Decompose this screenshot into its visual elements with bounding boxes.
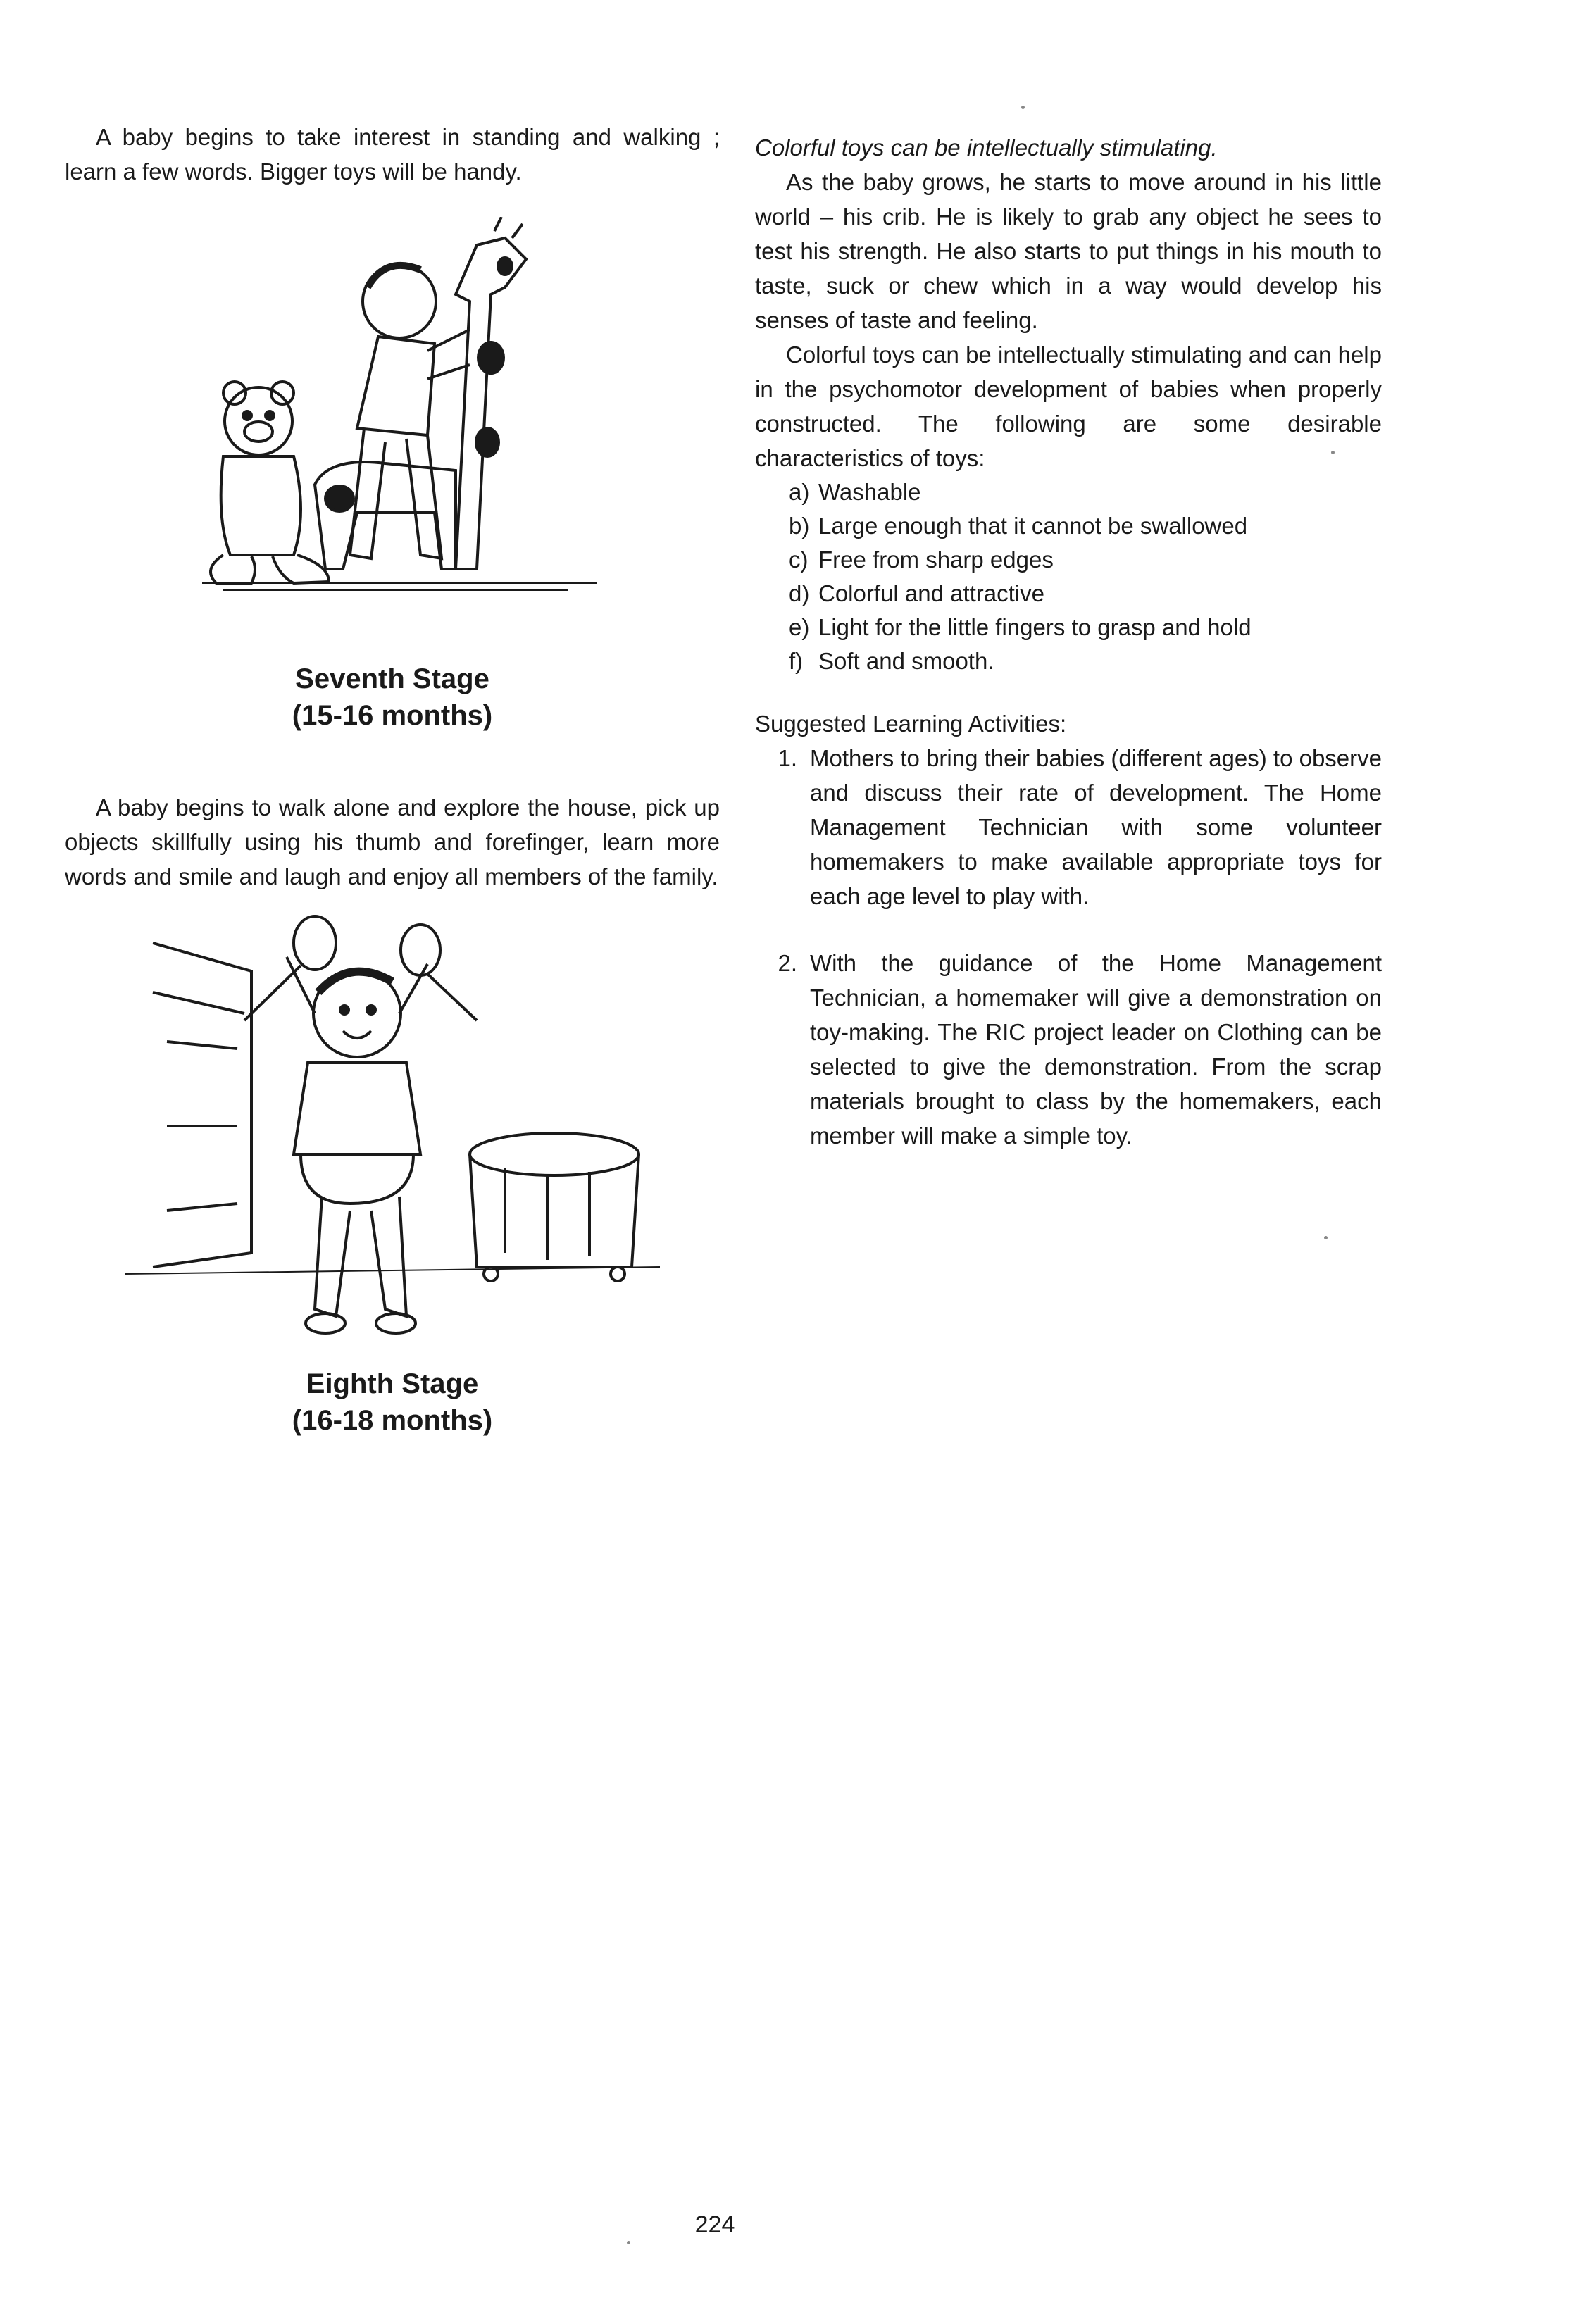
stage8-intro: A baby begins to walk alone and explore the house, pick up objects skillfully using his thumb and forefinger, learn more words and smile and laugh and enjoy all members of the family. [65,794,720,889]
toy-characteristic-item [755,543,1382,577]
toy-characteristic-label: d) [789,580,810,606]
scan-speck [1331,451,1335,454]
activities-list [755,741,1382,1153]
eighth-stage-caption [65,1366,720,1439]
toy-characteristic-label: f) [789,648,804,674]
toy-characteristic-text: Large enough that it cannot be swallowed [818,513,1248,539]
seventh-stage-title: Seventh Stage [295,663,489,694]
eighth-stage-range: (16-18 months) [292,1405,493,1436]
left-column [65,120,720,1439]
toy-characteristic-label: c) [789,546,809,573]
scan-speck [1021,106,1025,109]
activity-text: With the guidance of the Home Management Technician, a homemaker will give a demonstration on toy-making. The RIC project leader on Clothing can be selected to give the demonstration. From the scrap materials brought to class by the homemakers, each member will make a simple toy. [810,950,1382,1149]
toy-characteristic-text: Soft and smooth. [818,648,994,674]
activity-item [755,946,1382,1153]
toy-characteristic-text: Light for the little fingers to grasp and hold [818,614,1252,640]
toy-characteristic-item [755,577,1382,611]
page-number: 224 [694,2211,735,2238]
seventh-stage-caption [65,661,720,734]
toy-characteristic-label: e) [789,614,810,640]
seventh-stage-illustration [174,217,611,639]
toy-characteristic-item [755,611,1382,644]
toy-characteristics-list [755,475,1382,678]
activity-text: Mothers to bring their babies (different ages) to observe and discuss their rate of development. The Home Management Technician with some volunteer homemakers to make available appropriate toys for each age level to play with. [810,745,1382,909]
seventh-stage-range: (15-16 months) [292,700,493,731]
toy-characteristic-item [755,475,1382,509]
toy-characteristic-label: b) [789,513,810,539]
growth-paragraph: As the baby grows, he starts to move around in his little world – his crib. He is likely to grab any object he sees to test his strength. He also starts to put things in his mouth to taste, suck or chew which in a way would develop his senses of taste and feeling. [755,169,1382,333]
scan-speck [627,2241,630,2244]
toys-paragraph: Colorful toys can be intellectually stimulating and can help in the psychomotor development of babies when properly constructed. The following are some desirable characteristics of toys: [755,342,1382,471]
eighth-stage-illustration [125,915,660,1351]
eighth-stage-title: Eighth Stage [306,1368,479,1399]
toy-characteristic-item [755,509,1382,543]
activities-heading: Suggested Learning Activities: [755,711,1067,737]
toy-characteristic-item [755,644,1382,678]
activity-item [755,741,1382,913]
toy-characteristic-label: a) [789,479,810,505]
stage7-intro: A baby begins to take interest in standing and walking ; learn a few words. Bigger toys will be handy. [65,124,720,185]
toy-characteristic-text: Colorful and attractive [818,580,1044,606]
italic-lead: Colorful toys can be intellectually stimulating. [755,135,1218,161]
right-column [755,130,1382,1153]
scan-speck [1324,1236,1328,1239]
toy-characteristic-text: Free from sharp edges [818,546,1054,573]
toy-characteristic-text: Washable [818,479,921,505]
activity-number: 2. [778,950,797,976]
activity-number: 1. [778,745,797,771]
